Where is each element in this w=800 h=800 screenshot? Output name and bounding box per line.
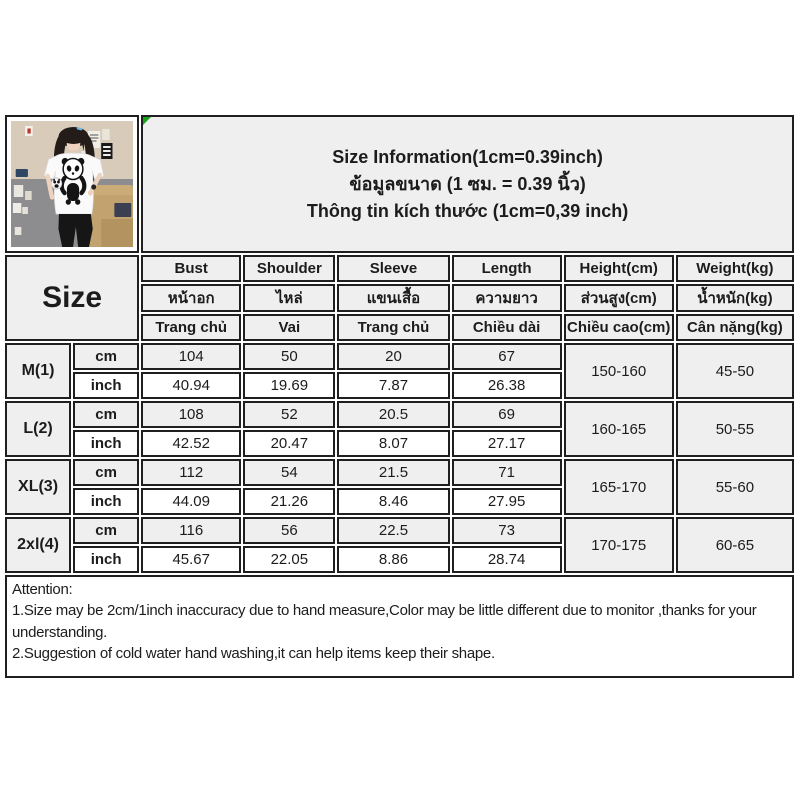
header-en-length: Length (452, 255, 562, 282)
title-vietnamese: Thông tin kích thước (1cm=0,39 inch) (306, 200, 629, 221)
value-cell: 27.95 (452, 488, 562, 515)
unit-cell: cm (73, 459, 139, 486)
header-en-weight: Weight(kg) (676, 255, 794, 282)
unit-cell: cm (73, 517, 139, 544)
header-th-height: ส่วนสูง(cm) (564, 284, 674, 312)
value-cell: 69 (452, 401, 562, 428)
value-cell: 42.52 (141, 430, 241, 457)
header-vi-height: Chiều cao(cm) (564, 314, 674, 341)
value-cell: 50 (243, 343, 335, 370)
value-cell: 8.46 (337, 488, 449, 515)
value-cell: 40.94 (141, 372, 241, 399)
value-cell: 7.87 (337, 372, 449, 399)
size-chart-table (3, 113, 796, 680)
attention-line-1: 1.Size may be 2cm/1inch inaccuracy due to hand measure,Color may be little different due to monitor ,thanks for your understanding. (12, 602, 757, 641)
value-cell: 108 (141, 401, 241, 428)
size-name-cell: 2xl(4) (5, 517, 71, 573)
value-cell: 20 (337, 343, 449, 370)
value-cell: 19.69 (243, 372, 335, 399)
value-cell: 20.5 (337, 401, 449, 428)
unit-cell: inch (73, 430, 139, 457)
unit-cell: cm (73, 343, 139, 370)
weight-range-cell: 55-60 (676, 459, 794, 515)
height-range-cell: 170-175 (564, 517, 674, 573)
model-photo (5, 115, 139, 253)
header-vi-bust: Trang chủ (141, 314, 241, 341)
height-range-cell: 165-170 (564, 459, 674, 515)
value-cell: 22.05 (243, 546, 335, 573)
size-column-title: Size (5, 255, 139, 341)
title-thai: ข้อมูลขนาด (1 ซม. = 0.39 นิ้ว) (349, 173, 586, 194)
header-th-bust: หน้าอก (141, 284, 241, 312)
value-cell: 28.74 (452, 546, 562, 573)
value-cell: 104 (141, 343, 241, 370)
header-en-bust: Bust (141, 255, 241, 282)
value-cell: 54 (243, 459, 335, 486)
header-vi-weight: Cân nặng(kg) (676, 314, 794, 341)
header-en-shoulder: Shoulder (243, 255, 335, 282)
weight-range-cell: 50-55 (676, 401, 794, 457)
header-vi-length: Chiều dài (452, 314, 562, 341)
header-vi-shoulder: Vai (243, 314, 335, 341)
size-name-cell: XL(3) (5, 459, 71, 515)
unit-cell: inch (73, 488, 139, 515)
value-cell: 26.38 (452, 372, 562, 399)
title-english: Size Information(1cm=0.39inch) (332, 146, 603, 167)
value-cell: 8.07 (337, 430, 449, 457)
header-th-weight: น้ำหนัก(kg) (676, 284, 794, 312)
value-cell: 20.47 (243, 430, 335, 457)
cell-comment-marker-icon (143, 117, 151, 125)
unit-cell: cm (73, 401, 139, 428)
value-cell: 44.09 (141, 488, 241, 515)
size-name-cell: L(2) (5, 401, 71, 457)
unit-cell: inch (73, 546, 139, 573)
header-en-sleeve: Sleeve (337, 255, 449, 282)
header-en-height: Height(cm) (564, 255, 674, 282)
model-photo-illustration (11, 121, 133, 247)
height-range-cell: 150-160 (564, 343, 674, 399)
value-cell: 8.86 (337, 546, 449, 573)
value-cell: 27.17 (452, 430, 562, 457)
header-th-shoulder: ไหล่ (243, 284, 335, 312)
value-cell: 22.5 (337, 517, 449, 544)
size-chart-sheet (3, 113, 796, 680)
header-th-length: ความยาว (452, 284, 562, 312)
value-cell: 116 (141, 517, 241, 544)
value-cell: 21.26 (243, 488, 335, 515)
value-cell: 67 (452, 343, 562, 370)
size-info-title (141, 115, 794, 253)
weight-range-cell: 45-50 (676, 343, 794, 399)
size-name-cell: M(1) (5, 343, 71, 399)
value-cell: 56 (243, 517, 335, 544)
value-cell: 73 (452, 517, 562, 544)
value-cell: 21.5 (337, 459, 449, 486)
value-cell: 71 (452, 459, 562, 486)
attention-heading: Attention: (12, 581, 73, 598)
value-cell: 52 (243, 401, 335, 428)
height-range-cell: 160-165 (564, 401, 674, 457)
value-cell: 45.67 (141, 546, 241, 573)
header-th-sleeve: แขนเสื้อ (337, 284, 449, 312)
weight-range-cell: 60-65 (676, 517, 794, 573)
header-vi-sleeve: Trang chủ (337, 314, 449, 341)
unit-cell: inch (73, 372, 139, 399)
value-cell: 112 (141, 459, 241, 486)
attention-note (5, 575, 794, 678)
attention-line-2: 2.Suggestion of cold water hand washing,it can help items keep their shape. (12, 644, 495, 662)
